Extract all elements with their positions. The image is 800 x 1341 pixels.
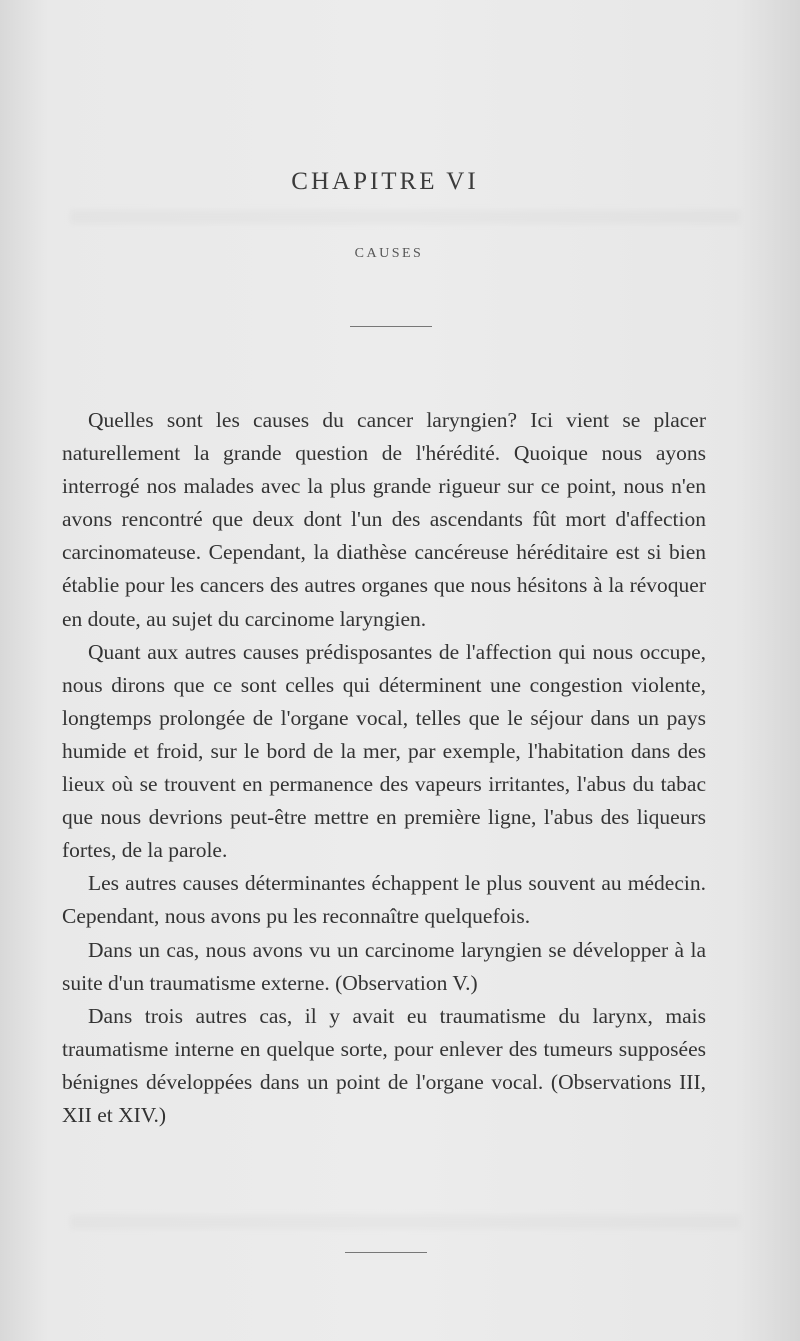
paragraph: Dans un cas, nous avons vu un carcinome laryngien se développer à la suite d'un traumatisme externe. (Observation V.) — [62, 937, 706, 995]
paragraph: Dans trois autres cas, il y avait eu traumatisme du larynx, mais traumatisme interne en quelque sorte, pour enlever des tumeurs supposées bénignes développées dans un point de l'organe vocal. (Observations III, XII et XIV.) — [62, 1003, 706, 1127]
paragraph: Quant aux autres causes prédisposantes de l'affection qui nous occupe, nous dirons que ce sont celles qui déterminent une congestion violente, longtemps prolongée de l'organe vocal, telles que le séjour dans un pays humide et froid, sur le bord de la mer, par exemple, l'habitation dans des lieux où se trouvent en permanence des vapeurs irritantes, l'abus du tabac que nous devrions peut-être mettre en première ligne, l'abus des liqueurs fortes, de la parole. — [62, 639, 706, 863]
paragraph: Quelles sont les causes du cancer laryngien? Ici vient se placer naturellement la grande question de l'hérédité. Quoique nous ayons interrogé nos malades avec la plus grande rigueur sur ce point, nous n'en avons rencontré que deux dont l'un des ascendants fût mort d'affection carcinomateuse. Cependant, la diathèse cancéreuse héréditaire est si bien établie pour les cancers des autres organes que nous hésitons à la révoquer en doute, au sujet du carcinome laryngien. — [62, 408, 706, 631]
paragraph: Les autres causes déterminantes échappent le plus souvent au médecin. Cependant, nous avons pu les reconnaître quelquefois. — [62, 871, 706, 929]
chapter-title: CHAPITRE VI — [291, 168, 479, 195]
bleed-through-line — [70, 210, 740, 224]
chapter-subtitle: CAUSES — [354, 246, 424, 261]
bleed-through-line — [70, 1215, 740, 1229]
chapter-body — [62, 404, 706, 1132]
end-divider — [345, 1252, 427, 1253]
section-divider — [350, 326, 432, 327]
